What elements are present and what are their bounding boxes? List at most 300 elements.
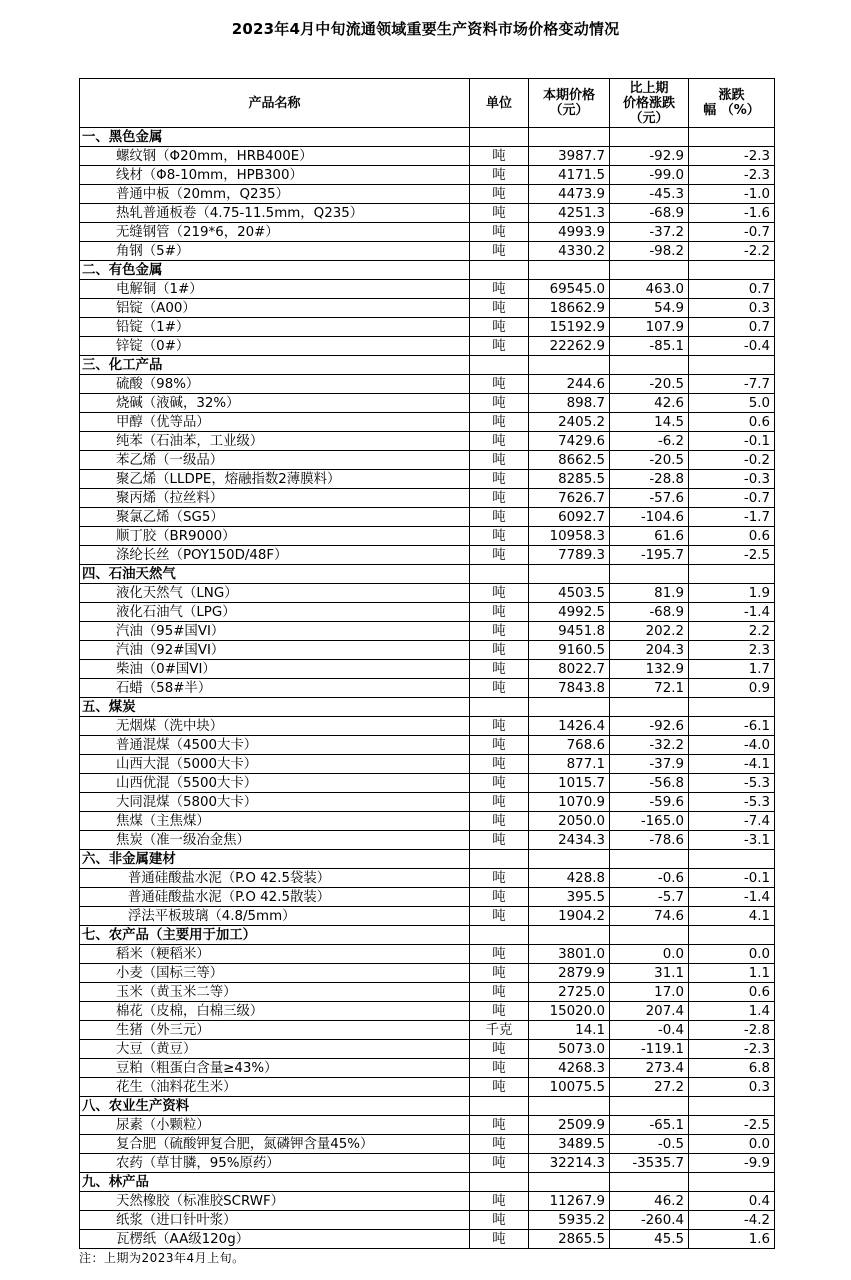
price-cell: 9451.8 — [529, 622, 610, 641]
product-name: 花生（油料花生米） — [80, 1078, 470, 1097]
product-name: 小麦（国标三等） — [80, 964, 470, 983]
pct-cell: 0.6 — [689, 413, 775, 432]
pct-cell: -1.6 — [689, 204, 775, 223]
empty-cell — [689, 565, 775, 584]
price-cell: 8022.7 — [529, 660, 610, 679]
header-pct-line1: 涨跌 — [718, 88, 745, 103]
pct-cell: -1.7 — [689, 508, 775, 527]
product-name: 液化石油气（LPG） — [80, 603, 470, 622]
table-row — [80, 641, 775, 660]
price-cell: 4171.5 — [529, 166, 610, 185]
table-row — [80, 831, 775, 850]
unit-cell: 吨 — [470, 774, 529, 793]
product-name: 复合肥（硫酸钾复合肥，氮磷钾含量45%） — [80, 1135, 470, 1154]
category-name: 五、煤炭 — [80, 698, 470, 717]
category-row — [80, 356, 775, 375]
unit-cell: 吨 — [470, 1078, 529, 1097]
header-pct-line2: 幅 （%） — [703, 103, 760, 118]
price-cell: 2865.5 — [529, 1230, 610, 1249]
change-cell: 107.9 — [610, 318, 689, 337]
pct-cell: -0.2 — [689, 451, 775, 470]
product-name: 角钢（5#） — [80, 242, 470, 261]
product-name: 烧碱（液碱，32%） — [80, 394, 470, 413]
category-name: 八、农业生产资料 — [80, 1097, 470, 1116]
pct-cell: -4.1 — [689, 755, 775, 774]
table-row — [80, 603, 775, 622]
product-name: 铅锭（1#） — [80, 318, 470, 337]
pct-cell: -1.4 — [689, 603, 775, 622]
empty-cell — [610, 926, 689, 945]
table-row — [80, 337, 775, 356]
product-name: 聚氯乙烯（SG5） — [80, 508, 470, 527]
product-name: 尿素（小颗粒） — [80, 1116, 470, 1135]
price-cell: 14.1 — [529, 1021, 610, 1040]
table-row — [80, 1040, 775, 1059]
change-cell: -6.2 — [610, 432, 689, 451]
change-cell: -45.3 — [610, 185, 689, 204]
unit-cell: 吨 — [470, 1116, 529, 1135]
table-row — [80, 983, 775, 1002]
pct-cell: 2.2 — [689, 622, 775, 641]
change-cell: 42.6 — [610, 394, 689, 413]
change-cell: 207.4 — [610, 1002, 689, 1021]
price-cell: 18662.9 — [529, 299, 610, 318]
product-name: 电解铜（1#） — [80, 280, 470, 299]
change-cell: -32.2 — [610, 736, 689, 755]
product-name: 液化天然气（LNG） — [80, 584, 470, 603]
category-name: 六、非金属建材 — [80, 850, 470, 869]
pct-cell: 0.3 — [689, 1078, 775, 1097]
price-cell: 32214.3 — [529, 1154, 610, 1173]
table-row — [80, 185, 775, 204]
empty-cell — [689, 850, 775, 869]
pct-cell: -3.1 — [689, 831, 775, 850]
table-row — [80, 166, 775, 185]
unit-cell: 吨 — [470, 1154, 529, 1173]
unit-cell: 吨 — [470, 223, 529, 242]
product-name: 汽油（95#国VI） — [80, 622, 470, 641]
category-row — [80, 565, 775, 584]
category-name: 七、农产品（主要用于加工） — [80, 926, 470, 945]
empty-cell — [529, 926, 610, 945]
pct-cell: -2.3 — [689, 147, 775, 166]
pct-cell: 0.4 — [689, 1192, 775, 1211]
price-cell: 7843.8 — [529, 679, 610, 698]
price-cell: 10958.3 — [529, 527, 610, 546]
product-name: 涤纶长丝（POY150D/48F） — [80, 546, 470, 565]
price-cell: 8662.5 — [529, 451, 610, 470]
pct-cell: 0.0 — [689, 945, 775, 964]
unit-cell: 吨 — [470, 812, 529, 831]
unit-cell: 吨 — [470, 489, 529, 508]
unit-cell: 吨 — [470, 337, 529, 356]
empty-cell — [470, 698, 529, 717]
change-cell: -119.1 — [610, 1040, 689, 1059]
pct-cell: 4.1 — [689, 907, 775, 926]
price-cell: 5935.2 — [529, 1211, 610, 1230]
product-name: 无烟煤（洗中块） — [80, 717, 470, 736]
price-cell: 69545.0 — [529, 280, 610, 299]
unit-cell: 吨 — [470, 299, 529, 318]
category-row — [80, 261, 775, 280]
table-row — [80, 1230, 775, 1249]
unit-cell: 吨 — [470, 983, 529, 1002]
pct-cell: -9.9 — [689, 1154, 775, 1173]
price-cell: 9160.5 — [529, 641, 610, 660]
pct-cell: 1.7 — [689, 660, 775, 679]
product-name: 纸浆（进口针叶浆） — [80, 1211, 470, 1230]
empty-cell — [610, 698, 689, 717]
table-row — [80, 793, 775, 812]
empty-cell — [529, 698, 610, 717]
category-name: 三、化工产品 — [80, 356, 470, 375]
unit-cell: 吨 — [470, 888, 529, 907]
unit-cell: 吨 — [470, 964, 529, 983]
empty-cell — [689, 926, 775, 945]
price-cell: 15192.9 — [529, 318, 610, 337]
header-change-line2: 价格涨跌 — [622, 95, 675, 111]
product-name: 无缝钢管（219*6，20#） — [80, 223, 470, 242]
change-cell: -0.6 — [610, 869, 689, 888]
table-row — [80, 774, 775, 793]
change-cell: -37.9 — [610, 755, 689, 774]
table-row — [80, 223, 775, 242]
unit-cell: 吨 — [470, 831, 529, 850]
category-name: 一、黑色金属 — [80, 128, 470, 147]
unit-cell: 吨 — [470, 641, 529, 660]
product-name: 焦炭（准一级冶金焦） — [80, 831, 470, 850]
unit-cell: 吨 — [470, 451, 529, 470]
header-pct — [689, 79, 775, 128]
pct-cell: 6.8 — [689, 1059, 775, 1078]
unit-cell: 吨 — [470, 1002, 529, 1021]
table-row — [80, 432, 775, 451]
price-cell: 4268.3 — [529, 1059, 610, 1078]
table-row — [80, 1154, 775, 1173]
pct-cell: -0.1 — [689, 432, 775, 451]
empty-cell — [470, 128, 529, 147]
price-cell: 2725.0 — [529, 983, 610, 1002]
product-name: 焦煤（主焦煤） — [80, 812, 470, 831]
footnote: 注：上期为2023年4月上旬。 — [79, 1251, 245, 1265]
change-cell: -57.6 — [610, 489, 689, 508]
empty-cell — [529, 1097, 610, 1116]
empty-cell — [610, 1097, 689, 1116]
table-row — [80, 1002, 775, 1021]
category-row — [80, 698, 775, 717]
change-cell: -28.8 — [610, 470, 689, 489]
price-cell: 22262.9 — [529, 337, 610, 356]
empty-cell — [689, 356, 775, 375]
price-cell: 4503.5 — [529, 584, 610, 603]
table-row — [80, 299, 775, 318]
pct-cell: -0.1 — [689, 869, 775, 888]
pct-cell: -5.3 — [689, 774, 775, 793]
table-header-row — [80, 79, 775, 128]
table-row — [80, 318, 775, 337]
price-table — [79, 78, 775, 1249]
table-row — [80, 508, 775, 527]
product-name: 浮法平板玻璃（4.8/5mm） — [80, 907, 470, 926]
pct-cell: -2.5 — [689, 546, 775, 565]
table-row — [80, 584, 775, 603]
pct-cell: 1.9 — [689, 584, 775, 603]
change-cell: 0.0 — [610, 945, 689, 964]
unit-cell: 吨 — [470, 413, 529, 432]
table-row — [80, 945, 775, 964]
unit-cell: 吨 — [470, 660, 529, 679]
product-name: 苯乙烯（一级品） — [80, 451, 470, 470]
empty-cell — [610, 128, 689, 147]
product-name: 农药（草甘膦，95%原药） — [80, 1154, 470, 1173]
product-name: 硫酸（98%） — [80, 375, 470, 394]
product-name: 螺纹钢（Φ20mm，HRB400E） — [80, 147, 470, 166]
price-cell: 395.5 — [529, 888, 610, 907]
header-change-line1: 比上期 — [629, 80, 669, 96]
price-cell: 7626.7 — [529, 489, 610, 508]
change-cell: -260.4 — [610, 1211, 689, 1230]
table-row — [80, 413, 775, 432]
unit-cell: 吨 — [470, 204, 529, 223]
page-title: 2023年4月中旬流通领域重要生产资料市场价格变动情况 — [231, 20, 620, 38]
unit-cell: 吨 — [470, 793, 529, 812]
empty-cell — [470, 1097, 529, 1116]
empty-cell — [529, 850, 610, 869]
empty-cell — [529, 261, 610, 280]
pct-cell: 1.1 — [689, 964, 775, 983]
unit-cell: 吨 — [470, 546, 529, 565]
table-row — [80, 869, 775, 888]
empty-cell — [470, 1173, 529, 1192]
product-name: 顺丁胶（BR9000） — [80, 527, 470, 546]
price-cell: 7789.3 — [529, 546, 610, 565]
table-row — [80, 717, 775, 736]
product-name: 普通硅酸盐水泥（P.O 42.5散装） — [80, 888, 470, 907]
price-cell: 1070.9 — [529, 793, 610, 812]
change-cell: 74.6 — [610, 907, 689, 926]
table-row — [80, 204, 775, 223]
unit-cell: 吨 — [470, 318, 529, 337]
product-name: 锌锭（0#） — [80, 337, 470, 356]
unit-cell: 吨 — [470, 622, 529, 641]
table-row — [80, 527, 775, 546]
table-row — [80, 888, 775, 907]
change-cell: -85.1 — [610, 337, 689, 356]
product-name: 大同混煤（5800大卡） — [80, 793, 470, 812]
product-name: 柴油（0#国VI） — [80, 660, 470, 679]
table-row — [80, 1116, 775, 1135]
unit-cell: 吨 — [470, 1040, 529, 1059]
header-product-name: 产品名称 — [80, 79, 470, 128]
product-name: 山西大混（5000大卡） — [80, 755, 470, 774]
product-name: 石蜡（58#半） — [80, 679, 470, 698]
pct-cell: 0.7 — [689, 280, 775, 299]
product-name: 生猪（外三元） — [80, 1021, 470, 1040]
header-change — [610, 79, 689, 128]
table-row — [80, 147, 775, 166]
empty-cell — [689, 261, 775, 280]
pct-cell: -1.4 — [689, 888, 775, 907]
header-price-line2: （元） — [549, 103, 589, 118]
unit-cell: 吨 — [470, 1059, 529, 1078]
change-cell: 46.2 — [610, 1192, 689, 1211]
price-cell: 7429.6 — [529, 432, 610, 451]
table-row — [80, 1135, 775, 1154]
unit-cell: 千克 — [470, 1021, 529, 1040]
pct-cell: -7.7 — [689, 375, 775, 394]
unit-cell: 吨 — [470, 755, 529, 774]
empty-cell — [529, 356, 610, 375]
price-cell: 8285.5 — [529, 470, 610, 489]
product-name: 铝锭（A00） — [80, 299, 470, 318]
product-name: 天然橡胶（标准胶SCRWF） — [80, 1192, 470, 1211]
pct-cell: 0.6 — [689, 527, 775, 546]
table-row — [80, 907, 775, 926]
unit-cell: 吨 — [470, 432, 529, 451]
price-cell: 4993.9 — [529, 223, 610, 242]
empty-cell — [689, 128, 775, 147]
category-name: 四、石油天然气 — [80, 565, 470, 584]
product-name: 聚乙烯（LLDPE，熔融指数2薄膜料） — [80, 470, 470, 489]
product-name: 豆粕（粗蛋白含量≥43%） — [80, 1059, 470, 1078]
table-row — [80, 1059, 775, 1078]
unit-cell: 吨 — [470, 470, 529, 489]
change-cell: -0.4 — [610, 1021, 689, 1040]
price-cell: 898.7 — [529, 394, 610, 413]
unit-cell: 吨 — [470, 1135, 529, 1154]
table-row — [80, 394, 775, 413]
unit-cell: 吨 — [470, 375, 529, 394]
price-cell: 2879.9 — [529, 964, 610, 983]
pct-cell: 5.0 — [689, 394, 775, 413]
unit-cell: 吨 — [470, 1230, 529, 1249]
pct-cell: 0.7 — [689, 318, 775, 337]
unit-cell: 吨 — [470, 945, 529, 964]
change-cell: -195.7 — [610, 546, 689, 565]
header-change-line3: （元） — [629, 110, 669, 126]
unit-cell: 吨 — [470, 166, 529, 185]
product-name: 聚丙烯（拉丝料） — [80, 489, 470, 508]
empty-cell — [529, 1173, 610, 1192]
change-cell: 61.6 — [610, 527, 689, 546]
change-cell: 273.4 — [610, 1059, 689, 1078]
product-name: 棉花（皮棉，白棉三级） — [80, 1002, 470, 1021]
pct-cell: -0.4 — [689, 337, 775, 356]
unit-cell: 吨 — [470, 147, 529, 166]
empty-cell — [470, 850, 529, 869]
empty-cell — [610, 261, 689, 280]
category-row — [80, 1173, 775, 1192]
empty-cell — [610, 356, 689, 375]
price-cell: 768.6 — [529, 736, 610, 755]
change-cell: -65.1 — [610, 1116, 689, 1135]
change-cell: -20.5 — [610, 451, 689, 470]
pct-cell: 0.9 — [689, 679, 775, 698]
pct-cell: -1.0 — [689, 185, 775, 204]
product-name: 普通中板（20mm，Q235） — [80, 185, 470, 204]
empty-cell — [529, 128, 610, 147]
unit-cell: 吨 — [470, 679, 529, 698]
change-cell: -3535.7 — [610, 1154, 689, 1173]
table-row — [80, 242, 775, 261]
change-cell: -59.6 — [610, 793, 689, 812]
unit-cell: 吨 — [470, 185, 529, 204]
change-cell: -5.7 — [610, 888, 689, 907]
price-cell: 428.8 — [529, 869, 610, 888]
pct-cell: -2.8 — [689, 1021, 775, 1040]
pct-cell: -0.7 — [689, 223, 775, 242]
change-cell: 132.9 — [610, 660, 689, 679]
table-row — [80, 1078, 775, 1097]
change-cell: 202.2 — [610, 622, 689, 641]
product-name: 大豆（黄豆） — [80, 1040, 470, 1059]
pct-cell: -0.3 — [689, 470, 775, 489]
change-cell: -0.5 — [610, 1135, 689, 1154]
price-cell: 4251.3 — [529, 204, 610, 223]
table-row — [80, 1021, 775, 1040]
change-cell: 45.5 — [610, 1230, 689, 1249]
change-cell: -92.9 — [610, 147, 689, 166]
table-row — [80, 1192, 775, 1211]
change-cell: -165.0 — [610, 812, 689, 831]
product-name: 汽油（92#国VI） — [80, 641, 470, 660]
change-cell: 17.0 — [610, 983, 689, 1002]
price-cell: 4473.9 — [529, 185, 610, 204]
unit-cell: 吨 — [470, 394, 529, 413]
table-row — [80, 622, 775, 641]
header-price — [529, 79, 610, 128]
unit-cell: 吨 — [470, 736, 529, 755]
change-cell: -68.9 — [610, 603, 689, 622]
pct-cell: 0.3 — [689, 299, 775, 318]
price-cell: 5073.0 — [529, 1040, 610, 1059]
change-cell: 72.1 — [610, 679, 689, 698]
table-row — [80, 470, 775, 489]
pct-cell: -7.4 — [689, 812, 775, 831]
pct-cell: 0.0 — [689, 1135, 775, 1154]
table-row — [80, 755, 775, 774]
table-row — [80, 679, 775, 698]
price-cell: 11267.9 — [529, 1192, 610, 1211]
pct-cell: -2.3 — [689, 166, 775, 185]
unit-cell: 吨 — [470, 717, 529, 736]
price-cell: 4330.2 — [529, 242, 610, 261]
unit-cell: 吨 — [470, 907, 529, 926]
change-cell: -92.6 — [610, 717, 689, 736]
unit-cell: 吨 — [470, 280, 529, 299]
change-cell: -98.2 — [610, 242, 689, 261]
change-cell: 81.9 — [610, 584, 689, 603]
pct-cell: -5.3 — [689, 793, 775, 812]
table-body — [80, 128, 775, 1249]
change-cell: -56.8 — [610, 774, 689, 793]
unit-cell: 吨 — [470, 242, 529, 261]
product-name: 纯苯（石油苯，工业级） — [80, 432, 470, 451]
pct-cell: 1.6 — [689, 1230, 775, 1249]
unit-cell: 吨 — [470, 508, 529, 527]
price-cell: 3489.5 — [529, 1135, 610, 1154]
empty-cell — [689, 1173, 775, 1192]
change-cell: 463.0 — [610, 280, 689, 299]
price-cell: 1426.4 — [529, 717, 610, 736]
price-cell: 2405.2 — [529, 413, 610, 432]
pct-cell: -4.0 — [689, 736, 775, 755]
empty-cell — [610, 565, 689, 584]
table-row — [80, 1211, 775, 1230]
empty-cell — [610, 1173, 689, 1192]
table-row — [80, 451, 775, 470]
change-cell: -104.6 — [610, 508, 689, 527]
